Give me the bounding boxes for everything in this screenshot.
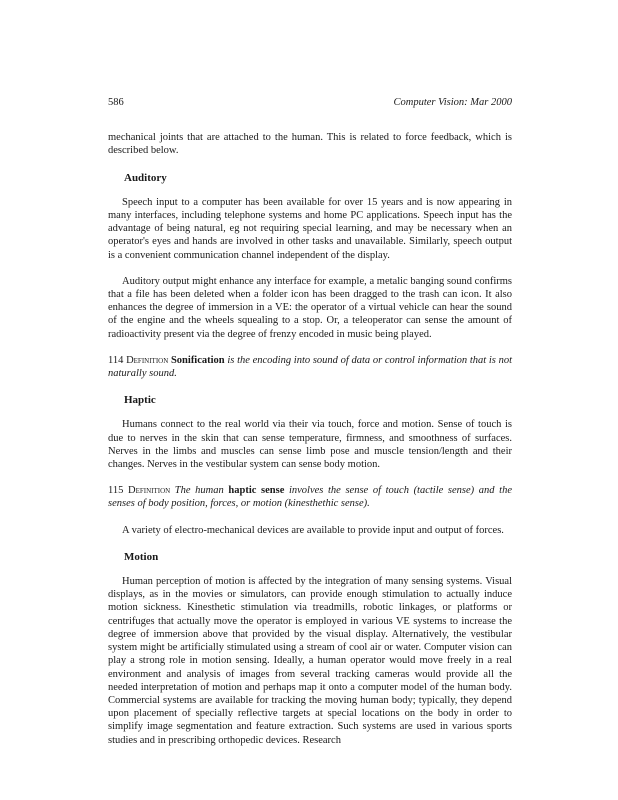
definition-body: involves the sense of touch (tactile sense) and the senses of body position, forces, or motion (kinesthethic sense). [108, 485, 512, 510]
page-content [108, 96, 512, 747]
paragraph-auditory-2: Auditory output might enhance any interface for example, a metalic banging sound confirms that a file has been deleted when a folder icon has been dragged to the trash can icon. It also enhances the degree of immersion in a VE: the operator of a virtual vehicle can hear the sound of the engine and the wheels squealing to a stop. Or, a teleoperator can sense the amount of radioactivity present via the degree of frenzy encoded in music being played. [108, 275, 512, 340]
definition-number: 114 [108, 354, 124, 366]
paragraph-haptic-2: A variety of electro-mechanical devices are available to provide input and output of forces. [122, 524, 504, 536]
section-heading-motion: Motion [124, 550, 159, 563]
section-heading-auditory: Auditory [124, 171, 167, 184]
definition-115 [108, 484, 512, 510]
definition-number: 115 [108, 485, 124, 497]
paragraph-haptic-1: Humans connect to the real world via their via touch, force and motion. Sense of touch is due to nerves in the skin that can sense temperature, firmness, and smoothness of surfaces. Nerves in the limbs and muscles can sense limb pose and muscle tension/length and their changes. Nerves in the vestibular system can sense body motion. [108, 419, 512, 471]
section-heading-haptic: Haptic [124, 394, 156, 407]
paragraph-continuation: mechanical joints that are attached to the human. This is related to force feedback, which is described below. [108, 132, 512, 157]
definition-label: Definition [128, 485, 171, 497]
running-title: Computer Vision: Mar 2000 [393, 97, 512, 108]
definition-114 [108, 354, 512, 380]
definition-body: is the encoding into sound of data or control information that is not naturally sound. [108, 354, 512, 380]
running-header [108, 96, 512, 109]
definition-label: Definition [126, 354, 169, 366]
paragraph-motion-1: Human perception of motion is affected by the integration of many sensing systems. Visual displays, as in the movies or simulators, can provide enough stimulation to actually induce motion sickness. Kinesthetic stimulation via treadmills, robotic linkages, or platforms or centrifuges that actually move the operator is employed in various VE systems to increase the degree of immersion above that provided by the visual display. Alternatively, the vestibular system might be artificially stimulated using a stream of cool air or water. Computer vision can play a strong role in motion sensing. Ideally, a human operator would move freely in a real environment and analysis of images from several tracking cameras would provide all the needed interpretation of motion and perhaps map it onto a computer model of the human body. Commercial systems are available for tracking the moving human body; typically, they depend upon placement of specially reflective targets at special locations on the body in order to simplify image segmentation and feature extraction. Such systems are used in various sports studies and in prescribing orthopedic devices. Research [108, 576, 512, 746]
definition-prefix: The human [170, 485, 229, 497]
definition-term: Sonification [170, 354, 225, 366]
paragraph-auditory-1: Speech input to a computer has been available for over 15 years and is now appearing in many interfaces, including telephone systems and home PC applications. Speech input has the advantage of being natural, eg not requiring special learning, and may be necessary when an operator's eyes and hands are involved in other tasks and unavailable. Similarly, speech output is a convenient communication channel independent of the display. [108, 196, 512, 261]
page-number: 586 [108, 97, 124, 108]
definition-term: haptic sense [228, 485, 285, 497]
